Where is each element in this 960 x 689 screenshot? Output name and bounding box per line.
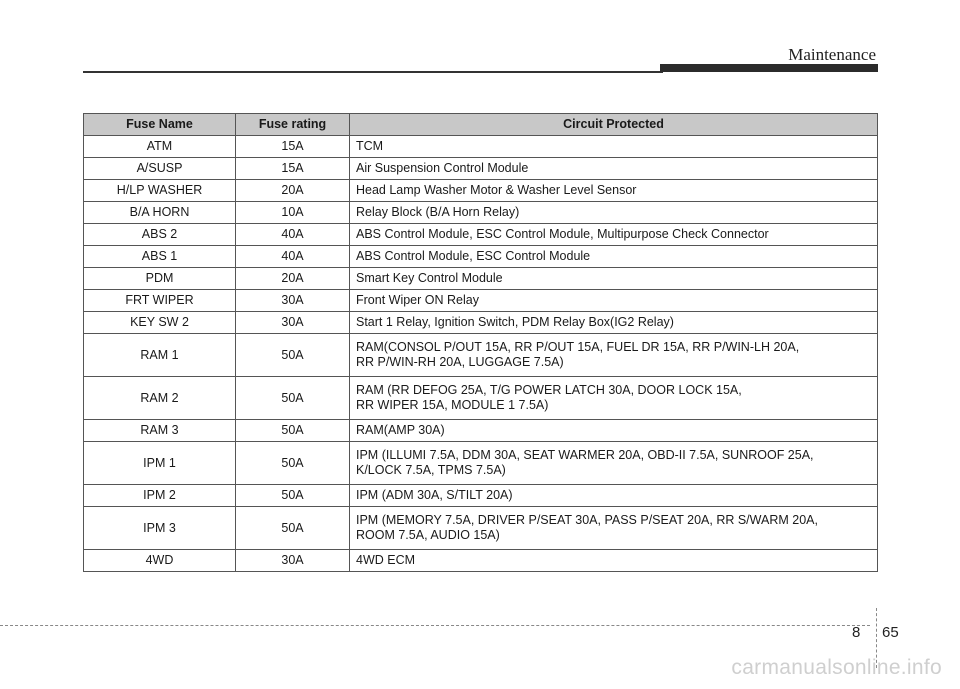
fuse-rating-cell: 50A bbox=[236, 334, 350, 377]
fuse-rating-cell: 20A bbox=[236, 268, 350, 290]
table-row bbox=[84, 158, 878, 180]
table-row bbox=[84, 420, 878, 442]
table-row bbox=[84, 550, 878, 572]
page-number: 65 bbox=[882, 624, 899, 641]
fuse-name-cell: KEY SW 2 bbox=[84, 312, 236, 334]
circuit-cell: Start 1 Relay, Ignition Switch, PDM Relay Box(IG2 Relay) bbox=[350, 312, 878, 334]
circuit-cell bbox=[350, 377, 878, 420]
column-header-fuse-name: Fuse Name bbox=[84, 114, 236, 136]
table-header-row bbox=[84, 114, 878, 136]
fuse-rating-cell: 50A bbox=[236, 420, 350, 442]
circuit-cell bbox=[350, 442, 878, 485]
watermark: carmanualsonline.info bbox=[731, 656, 942, 679]
fuse-rating-cell: 50A bbox=[236, 442, 350, 485]
table-row bbox=[84, 224, 878, 246]
circuit-cell: Relay Block (B/A Horn Relay) bbox=[350, 202, 878, 224]
circuit-cell: Smart Key Control Module bbox=[350, 268, 878, 290]
circuit-line: RR WIPER 15A, MODULE 1 7.5A) bbox=[356, 398, 549, 412]
fuse-name-cell: B/A HORN bbox=[84, 202, 236, 224]
fuse-name-cell: IPM 2 bbox=[84, 485, 236, 507]
fuse-rating-cell: 30A bbox=[236, 550, 350, 572]
chapter-number: 8 bbox=[852, 624, 861, 641]
fuse-rating-cell: 40A bbox=[236, 246, 350, 268]
table-row bbox=[84, 136, 878, 158]
fuse-name-cell: RAM 3 bbox=[84, 420, 236, 442]
circuit-cell: Front Wiper ON Relay bbox=[350, 290, 878, 312]
circuit-cell: ABS Control Module, ESC Control Module bbox=[350, 246, 878, 268]
fuse-rating-cell: 20A bbox=[236, 180, 350, 202]
column-header-fuse-rating: Fuse rating bbox=[236, 114, 350, 136]
table-row bbox=[84, 268, 878, 290]
circuit-line: IPM (ILLUMI 7.5A, DDM 30A, SEAT WARMER 20A, OBD-II 7.5A, SUNROOF 25A, bbox=[356, 448, 814, 462]
fuse-name-cell: PDM bbox=[84, 268, 236, 290]
header-rule-accent bbox=[660, 64, 878, 72]
fuse-rating-cell: 50A bbox=[236, 377, 350, 420]
circuit-line: RAM (RR DEFOG 25A, T/G POWER LATCH 30A, DOOR LOCK 15A, bbox=[356, 383, 742, 397]
fuse-name-cell: ABS 2 bbox=[84, 224, 236, 246]
table-row bbox=[84, 377, 878, 420]
fuse-name-cell: FRT WIPER bbox=[84, 290, 236, 312]
fuse-rating-cell: 15A bbox=[236, 136, 350, 158]
circuit-line: K/LOCK 7.5A, TPMS 7.5A) bbox=[356, 463, 506, 477]
circuit-line: IPM (MEMORY 7.5A, DRIVER P/SEAT 30A, PASS P/SEAT 20A, RR S/WARM 20A, bbox=[356, 513, 818, 527]
table-row bbox=[84, 442, 878, 485]
circuit-line: RR P/WIN-RH 20A, LUGGAGE 7.5A) bbox=[356, 355, 564, 369]
table-row bbox=[84, 180, 878, 202]
fuse-rating-cell: 50A bbox=[236, 507, 350, 550]
circuit-cell: Head Lamp Washer Motor & Washer Level Sensor bbox=[350, 180, 878, 202]
table-row bbox=[84, 507, 878, 550]
table-row bbox=[84, 485, 878, 507]
table-row bbox=[84, 290, 878, 312]
fuse-rating-cell: 40A bbox=[236, 224, 350, 246]
column-header-circuit-protected: Circuit Protected bbox=[350, 114, 878, 136]
circuit-cell: TCM bbox=[350, 136, 878, 158]
circuit-cell bbox=[350, 507, 878, 550]
circuit-cell: RAM(AMP 30A) bbox=[350, 420, 878, 442]
fuse-rating-cell: 30A bbox=[236, 312, 350, 334]
table-row bbox=[84, 334, 878, 377]
fuse-name-cell: 4WD bbox=[84, 550, 236, 572]
fuse-name-cell: H/LP WASHER bbox=[84, 180, 236, 202]
circuit-cell: IPM (ADM 30A, S/TILT 20A) bbox=[350, 485, 878, 507]
circuit-cell: ABS Control Module, ESC Control Module, Multipurpose Check Connector bbox=[350, 224, 878, 246]
fuse-name-cell: A/SUSP bbox=[84, 158, 236, 180]
table-row bbox=[84, 202, 878, 224]
circuit-cell: 4WD ECM bbox=[350, 550, 878, 572]
fuse-rating-cell: 15A bbox=[236, 158, 350, 180]
header-rule bbox=[83, 71, 663, 73]
footer-dashed-rule bbox=[0, 625, 870, 626]
table-row bbox=[84, 312, 878, 334]
fuse-name-cell: IPM 3 bbox=[84, 507, 236, 550]
fuse-name-cell: ATM bbox=[84, 136, 236, 158]
circuit-cell: Air Suspension Control Module bbox=[350, 158, 878, 180]
circuit-line: RAM(CONSOL P/OUT 15A, RR P/OUT 15A, FUEL DR 15A, RR P/WIN-LH 20A, bbox=[356, 340, 800, 354]
fuse-name-cell: ABS 1 bbox=[84, 246, 236, 268]
fuse-rating-cell: 50A bbox=[236, 485, 350, 507]
fuse-table bbox=[83, 113, 878, 572]
fuse-name-cell: IPM 1 bbox=[84, 442, 236, 485]
circuit-cell bbox=[350, 334, 878, 377]
fuse-name-cell: RAM 2 bbox=[84, 377, 236, 420]
fuse-rating-cell: 10A bbox=[236, 202, 350, 224]
table-row bbox=[84, 246, 878, 268]
fuse-name-cell: RAM 1 bbox=[84, 334, 236, 377]
section-title: Maintenance bbox=[788, 45, 876, 64]
fuse-rating-cell: 30A bbox=[236, 290, 350, 312]
circuit-line: ROOM 7.5A, AUDIO 15A) bbox=[356, 528, 500, 542]
